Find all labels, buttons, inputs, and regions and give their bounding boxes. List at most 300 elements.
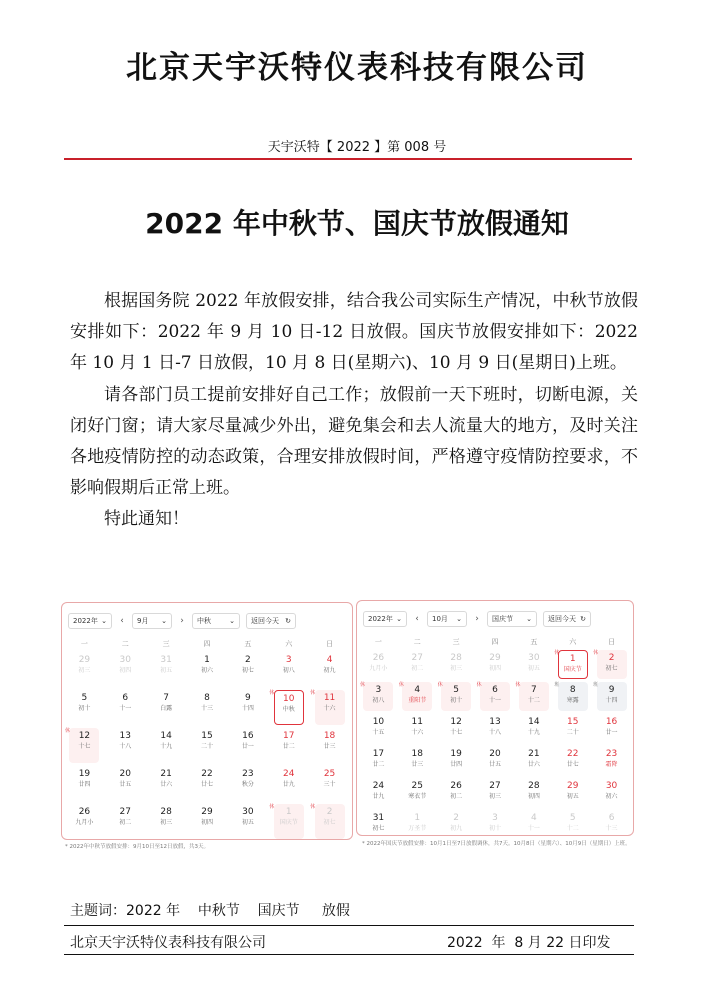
day-number: 7 — [530, 685, 537, 695]
calendar-note-october: * 2022年国庆节放假安排：10月1日至7日放假调休，共7天。10月8日（星期六）、10月9日（星期日）上班。 — [362, 841, 631, 847]
calendar-day[interactable] — [146, 727, 187, 765]
calendar-day[interactable] — [592, 681, 631, 713]
holiday-mark: 休 — [310, 690, 316, 696]
calendar-day[interactable] — [398, 713, 437, 745]
day-number: 21 — [160, 769, 172, 779]
calendar-day[interactable] — [227, 727, 268, 765]
calendar-day[interactable] — [359, 713, 398, 745]
calendar-day[interactable] — [268, 765, 309, 803]
holiday-mark: 休 — [310, 804, 316, 810]
back-to-today-label: 返回今天 — [548, 615, 576, 623]
calendar-day[interactable] — [514, 745, 553, 777]
calendar-day[interactable] — [309, 765, 350, 803]
day-number: 31 — [372, 813, 385, 823]
lunar-label: 寒露 — [566, 697, 579, 704]
notice-title: 2022 年中秋节、国庆节放假通知 — [145, 207, 569, 240]
lunar-label: 十一 — [488, 697, 501, 704]
calendar-day[interactable] — [398, 745, 437, 777]
lunar-label: 二十 — [200, 743, 213, 750]
calendar-day[interactable] — [105, 765, 146, 803]
calendar-day[interactable] — [146, 765, 187, 803]
calendar-september — [61, 602, 353, 840]
day-number: 30 — [119, 655, 131, 665]
day-number: 20 — [489, 749, 501, 759]
lunar-label: 初二 — [119, 819, 132, 826]
lunar-label: 十六 — [411, 729, 424, 736]
lunar-label: 初四 — [119, 667, 132, 674]
next-month-button[interactable]: › — [180, 616, 184, 626]
lunar-label: 初三 — [78, 667, 91, 674]
day-number: 12 — [450, 717, 462, 727]
holiday-select-value: 国庆节 — [492, 615, 513, 623]
body-paragraph-instructions: 请各部门员工提前安排好自己工作；放假前一天下班时，切断电源，关闭好门窗；请大家尽量减少外出，避免集会和去人流量大的地方，及时关注各地疫情防控的动态政策，合理安排放假时间，严格遵守疫情防控要求，不影响假期后正常上班。 — [70, 384, 638, 499]
day-number: 5 — [453, 685, 459, 695]
calendar-day[interactable] — [398, 809, 437, 841]
lunar-label: 初三 — [488, 793, 501, 800]
day-number: 25 — [323, 769, 336, 779]
lunar-label: 廿三 — [411, 761, 424, 768]
day-number: 3 — [492, 813, 498, 823]
day-number: 3 — [375, 685, 382, 695]
weekday-header: 日 — [608, 638, 616, 646]
calendar-day[interactable] — [359, 809, 398, 841]
day-number: 20 — [119, 769, 131, 779]
day-number: 9 — [608, 685, 615, 695]
day-number: 29 — [201, 807, 213, 817]
calendar-day[interactable] — [64, 689, 105, 727]
lunar-label: 廿六 — [527, 761, 540, 768]
calendar-day[interactable] — [553, 649, 592, 681]
calendar-day[interactable] — [553, 713, 592, 745]
calendar-day[interactable] — [227, 803, 268, 841]
lunar-label: 十一 — [527, 825, 540, 832]
lunar-label: 十四 — [605, 697, 618, 704]
calendar-day[interactable] — [437, 809, 476, 841]
back-to-today-button[interactable] — [543, 611, 591, 627]
year-select[interactable] — [68, 613, 112, 629]
holiday-mark: 休 — [269, 804, 275, 810]
lunar-label: 十八 — [119, 743, 132, 750]
day-number: 2 — [453, 813, 459, 823]
calendar-day[interactable] — [146, 803, 187, 841]
calendar-day[interactable] — [514, 809, 553, 841]
footer-company: 北京天宇沃特仪表科技有限公司 — [70, 935, 266, 951]
holiday-mark: 休 — [476, 682, 482, 688]
calendar-day[interactable] — [105, 651, 146, 689]
calendar-day[interactable] — [146, 651, 187, 689]
chevron-down-icon: ⌄ — [161, 617, 167, 625]
weekday-header: 一 — [80, 640, 88, 648]
weekday-header: 六 — [569, 638, 577, 646]
lunar-label: 国庆节 — [279, 819, 298, 826]
day-number: 6 — [492, 685, 498, 695]
lunar-label: 三十 — [323, 781, 336, 788]
lunar-label: 初十 — [450, 697, 463, 704]
month-select[interactable] — [132, 613, 172, 629]
lunar-label: 初五 — [527, 665, 540, 672]
chevron-down-icon: ⌄ — [101, 617, 107, 625]
day-number: 22 — [566, 749, 579, 759]
day-number: 28 — [450, 653, 462, 663]
day-number: 15 — [201, 731, 213, 741]
calendar-day[interactable] — [64, 651, 105, 689]
calendar-day[interactable] — [476, 777, 515, 809]
company-header: 北京天宇沃特仪表科技有限公司 — [126, 50, 588, 86]
month-select[interactable] — [427, 611, 467, 627]
calendar-day[interactable] — [268, 803, 309, 841]
day-number: 2 — [608, 653, 615, 663]
day-number: 5 — [81, 693, 88, 703]
red-header-rule — [64, 158, 632, 160]
calendar-day[interactable] — [476, 809, 515, 841]
holiday-mark: 休 — [398, 682, 404, 688]
lunar-label: 初四 — [527, 793, 540, 800]
footer-rule-bottom — [64, 954, 634, 955]
lunar-label: 二十 — [566, 729, 579, 736]
calendar-day[interactable] — [187, 651, 228, 689]
calendar-day[interactable] — [359, 649, 398, 681]
doc-number-prefix: 天宇沃特【 — [267, 140, 333, 155]
weekday-header: 三 — [452, 638, 460, 646]
calendar-day[interactable] — [105, 689, 146, 727]
calendar-day[interactable] — [553, 777, 592, 809]
day-number: 6 — [608, 813, 615, 823]
calendar-day[interactable] — [476, 713, 515, 745]
lunar-label: 十九 — [527, 729, 540, 736]
day-number: 26 — [450, 781, 462, 791]
weekday-header: 六 — [285, 640, 293, 648]
calendar-day[interactable] — [64, 765, 105, 803]
workday-mark: 班 — [593, 682, 599, 688]
calendar-day[interactable] — [592, 713, 631, 745]
calendar-day[interactable] — [146, 689, 187, 727]
lunar-label: 初十 — [78, 705, 91, 712]
prev-month-button[interactable]: ‹ — [415, 614, 419, 624]
holiday-mark: 休 — [554, 650, 560, 656]
lunar-label: 初二 — [450, 793, 463, 800]
day-number: 25 — [411, 781, 423, 791]
lunar-label: 廿四 — [450, 761, 463, 768]
subject-keywords: 主题词：2022 年 中秋节 国庆节 放假 — [70, 903, 350, 919]
calendar-day[interactable] — [437, 681, 476, 713]
lunar-label: 九月小 — [75, 819, 94, 826]
day-number: 28 — [528, 781, 540, 791]
day-number: 1 — [285, 807, 292, 817]
year-select-value: 2022年 — [368, 615, 393, 623]
body-paragraph-closing: 特此通知！ — [104, 509, 189, 530]
back-to-today-label: 返回今天 — [251, 617, 279, 625]
day-number: 18 — [323, 731, 336, 741]
lunar-label: 初五 — [241, 819, 254, 826]
lunar-label: 廿六 — [160, 781, 173, 788]
day-number: 29 — [566, 781, 579, 791]
day-number: 3 — [285, 655, 292, 665]
calendar-day[interactable] — [187, 727, 228, 765]
day-number: 11 — [411, 717, 423, 727]
footer-rule-top — [64, 925, 634, 926]
calendar-day[interactable] — [514, 713, 553, 745]
day-number: 13 — [489, 717, 501, 727]
calendar-day[interactable] — [64, 803, 105, 841]
refresh-icon: ↻ — [285, 617, 291, 625]
workday-mark: 班 — [554, 682, 560, 688]
weekday-header: 日 — [326, 640, 334, 648]
day-number: 11 — [323, 693, 336, 703]
footer-print-date: 2022 年 8 月 22 日印发 — [447, 935, 611, 951]
calendar-day[interactable] — [437, 745, 476, 777]
weekday-header: 五 — [244, 640, 252, 648]
day-number: 10 — [372, 717, 385, 727]
calendar-day[interactable] — [359, 681, 398, 713]
refresh-icon: ↻ — [580, 615, 586, 623]
calendar-day[interactable] — [592, 777, 631, 809]
calendar-day[interactable] — [398, 777, 437, 809]
day-number: 29 — [78, 655, 91, 665]
calendar-day[interactable] — [437, 777, 476, 809]
lunar-label: 初七 — [605, 665, 618, 672]
lunar-label: 廿五 — [119, 781, 132, 788]
day-number: 8 — [569, 685, 576, 695]
calendar-day[interactable] — [268, 651, 309, 689]
calendar-toolbar — [363, 609, 627, 629]
day-number: 8 — [204, 693, 210, 703]
lunar-label: 廿二 — [282, 743, 295, 750]
body-paragraph-schedule: 根据国务院 2022 年放假安排，结合我公司实际生产情况，中秋节放假安排如下：2022 年 9 月 10 日-12 日放假。国庆节放假安排如下：2022 年 10 月 1 日-7 日放假，10 月 8 日(星期六)、10 月 9 日(星期日)上班。 — [70, 291, 638, 374]
calendar-day[interactable] — [105, 803, 146, 841]
day-number: 17 — [372, 749, 385, 759]
prev-month-button[interactable]: ‹ — [120, 616, 124, 626]
day-number: 31 — [160, 655, 172, 665]
day-number: 4 — [414, 685, 421, 695]
calendar-day[interactable] — [268, 689, 309, 727]
lunar-label: 廿九 — [372, 793, 385, 800]
lunar-label: 十七 — [78, 743, 91, 750]
calendar-october — [356, 600, 634, 836]
calendar-day[interactable] — [514, 777, 553, 809]
day-number: 1 — [414, 813, 421, 823]
calendar-note-september: * 2022年中秋节放假安排：9月10日至12日放假，共3天。 — [65, 844, 209, 850]
day-number: 1 — [569, 654, 576, 664]
weekday-header: 四 — [203, 640, 211, 648]
lunar-label: 初九 — [323, 667, 336, 674]
day-number: 26 — [372, 653, 385, 663]
calendar-toolbar — [68, 611, 346, 631]
calendar-day[interactable] — [227, 651, 268, 689]
weekday-header: 二 — [121, 640, 129, 648]
lunar-label: 初五 — [566, 793, 579, 800]
doc-number-year: 2022 — [336, 140, 371, 155]
calendar-day[interactable] — [437, 713, 476, 745]
day-number: 4 — [530, 813, 537, 823]
day-number: 23 — [605, 749, 618, 759]
lunar-label: 初三 — [160, 819, 173, 826]
calendar-day[interactable] — [309, 689, 350, 727]
lunar-label: 初七 — [372, 825, 385, 832]
holiday-select[interactable] — [487, 611, 537, 627]
lunar-label: 廿三 — [323, 743, 336, 750]
calendar-day[interactable] — [592, 745, 631, 777]
calendar-day[interactable] — [398, 681, 437, 713]
lunar-label: 廿四 — [78, 781, 91, 788]
day-number: 2 — [326, 807, 333, 817]
calendar-day[interactable] — [553, 809, 592, 841]
calendar-day[interactable] — [359, 777, 398, 809]
lunar-label: 十七 — [450, 729, 463, 736]
calendar-day[interactable] — [553, 681, 592, 713]
document-number — [0, 136, 714, 155]
month-select-value: 9月 — [137, 617, 149, 625]
day-number: 30 — [242, 807, 254, 817]
calendar-day[interactable] — [187, 689, 228, 727]
weekday-header: 二 — [413, 638, 421, 646]
weekday-header: 一 — [374, 638, 382, 646]
calendar-day[interactable] — [359, 745, 398, 777]
day-number: 7 — [163, 693, 169, 703]
day-number: 26 — [78, 807, 91, 817]
day-number: 19 — [78, 769, 91, 779]
lunar-label: 初五 — [160, 667, 173, 674]
calendar-day[interactable] — [476, 745, 515, 777]
holiday-mark: 休 — [515, 682, 521, 688]
calendar-day[interactable] — [227, 689, 268, 727]
day-number: 17 — [282, 731, 295, 741]
calendar-day[interactable] — [476, 681, 515, 713]
lunar-label: 廿七 — [566, 761, 579, 768]
lunar-label: 霜降 — [605, 761, 618, 768]
calendar-day[interactable] — [514, 649, 553, 681]
lunar-label: 廿一 — [605, 729, 618, 736]
day-number: 28 — [160, 807, 172, 817]
lunar-label: 国庆节 — [563, 666, 582, 673]
day-number: 29 — [489, 653, 501, 663]
lunar-label: 廿一 — [241, 743, 254, 750]
lunar-label: 初七 — [323, 819, 336, 826]
chevron-down-icon: ⌄ — [396, 615, 402, 623]
day-number: 4 — [326, 655, 333, 665]
holiday-mark: 休 — [65, 728, 71, 734]
lunar-label: 十四 — [241, 705, 254, 712]
day-number: 27 — [119, 807, 131, 817]
chevron-down-icon: ⌄ — [456, 615, 462, 623]
lunar-label: 万圣节 — [408, 825, 427, 832]
lunar-label: 初六 — [605, 793, 618, 800]
lunar-label: 十三 — [605, 825, 618, 832]
lunar-label: 初四 — [200, 819, 213, 826]
day-number: 16 — [605, 717, 618, 727]
day-number: 13 — [119, 731, 131, 741]
lunar-label: 十三 — [200, 705, 213, 712]
holiday-mark: 休 — [360, 682, 366, 688]
lunar-label: 廿九 — [282, 781, 295, 788]
day-number: 24 — [282, 769, 295, 779]
day-number: 16 — [242, 731, 254, 741]
lunar-label: 初三 — [450, 665, 463, 672]
holiday-mark: 休 — [593, 650, 599, 656]
year-select[interactable] — [363, 611, 407, 627]
calendar-day[interactable] — [187, 803, 228, 841]
calendar-day[interactable] — [64, 727, 105, 765]
day-number: 27 — [489, 781, 501, 791]
lunar-label: 中秋 — [282, 706, 295, 713]
lunar-label: 初六 — [200, 667, 213, 674]
lunar-label: 初二 — [411, 665, 424, 672]
holiday-select[interactable] — [192, 613, 240, 629]
day-number: 30 — [528, 653, 540, 663]
calendar-day[interactable] — [227, 765, 268, 803]
lunar-label: 初八 — [372, 697, 385, 704]
holiday-mark: 休 — [437, 682, 443, 688]
lunar-label: 寒衣节 — [408, 793, 427, 800]
lunar-label: 秋分 — [241, 781, 254, 788]
weekday-header: 四 — [491, 638, 499, 646]
day-number: 15 — [566, 717, 579, 727]
day-number: 10 — [282, 694, 295, 704]
calendar-day[interactable] — [476, 649, 515, 681]
doc-number-suffix: 】第 008 号 — [374, 140, 447, 155]
lunar-label: 十六 — [323, 705, 336, 712]
day-number: 6 — [122, 693, 129, 703]
lunar-label: 十一 — [119, 705, 132, 712]
lunar-label: 十二 — [527, 697, 540, 704]
weekday-header: 三 — [162, 640, 170, 648]
weekday-header: 五 — [530, 638, 538, 646]
lunar-label: 十九 — [160, 743, 173, 750]
day-number: 23 — [242, 769, 254, 779]
next-month-button[interactable]: › — [475, 614, 479, 624]
day-number: 1 — [204, 655, 210, 665]
day-number: 22 — [201, 769, 213, 779]
calendar-grid — [64, 637, 350, 841]
calendar-day[interactable] — [514, 681, 553, 713]
calendar-day[interactable] — [437, 649, 476, 681]
calendar-day[interactable] — [592, 649, 631, 681]
lunar-label: 十八 — [488, 729, 501, 736]
lunar-label: 十二 — [566, 825, 579, 832]
day-number: 27 — [411, 653, 423, 663]
lunar-label: 初八 — [282, 667, 295, 674]
calendar-day[interactable] — [592, 809, 631, 841]
lunar-label: 十五 — [372, 729, 385, 736]
day-number: 5 — [569, 813, 576, 823]
calendar-day[interactable] — [309, 727, 350, 765]
calendar-day[interactable] — [309, 803, 350, 841]
chevron-down-icon: ⌄ — [526, 615, 532, 623]
day-number: 24 — [372, 781, 385, 791]
calendar-day[interactable] — [398, 649, 437, 681]
day-number: 14 — [160, 731, 172, 741]
lunar-label: 重阳节 — [408, 697, 427, 704]
day-number: 14 — [528, 717, 540, 727]
calendar-day[interactable] — [105, 727, 146, 765]
holiday-mark: 休 — [269, 690, 275, 696]
calendar-day[interactable] — [309, 651, 350, 689]
calendar-day[interactable] — [553, 745, 592, 777]
day-number: 18 — [411, 749, 423, 759]
day-number: 12 — [78, 731, 91, 741]
lunar-label: 九月小 — [369, 665, 388, 672]
lunar-label: 初四 — [488, 665, 501, 672]
calendar-day[interactable] — [187, 765, 228, 803]
lunar-label: 初十 — [488, 825, 501, 832]
year-select-value: 2022年 — [73, 617, 98, 625]
day-number: 21 — [528, 749, 540, 759]
lunar-label: 廿二 — [372, 761, 385, 768]
calendar-day[interactable] — [268, 727, 309, 765]
lunar-label: 廿七 — [200, 781, 213, 788]
month-select-value: 10月 — [432, 615, 448, 623]
calendar-grid — [359, 635, 631, 841]
back-to-today-button[interactable] — [246, 613, 296, 629]
